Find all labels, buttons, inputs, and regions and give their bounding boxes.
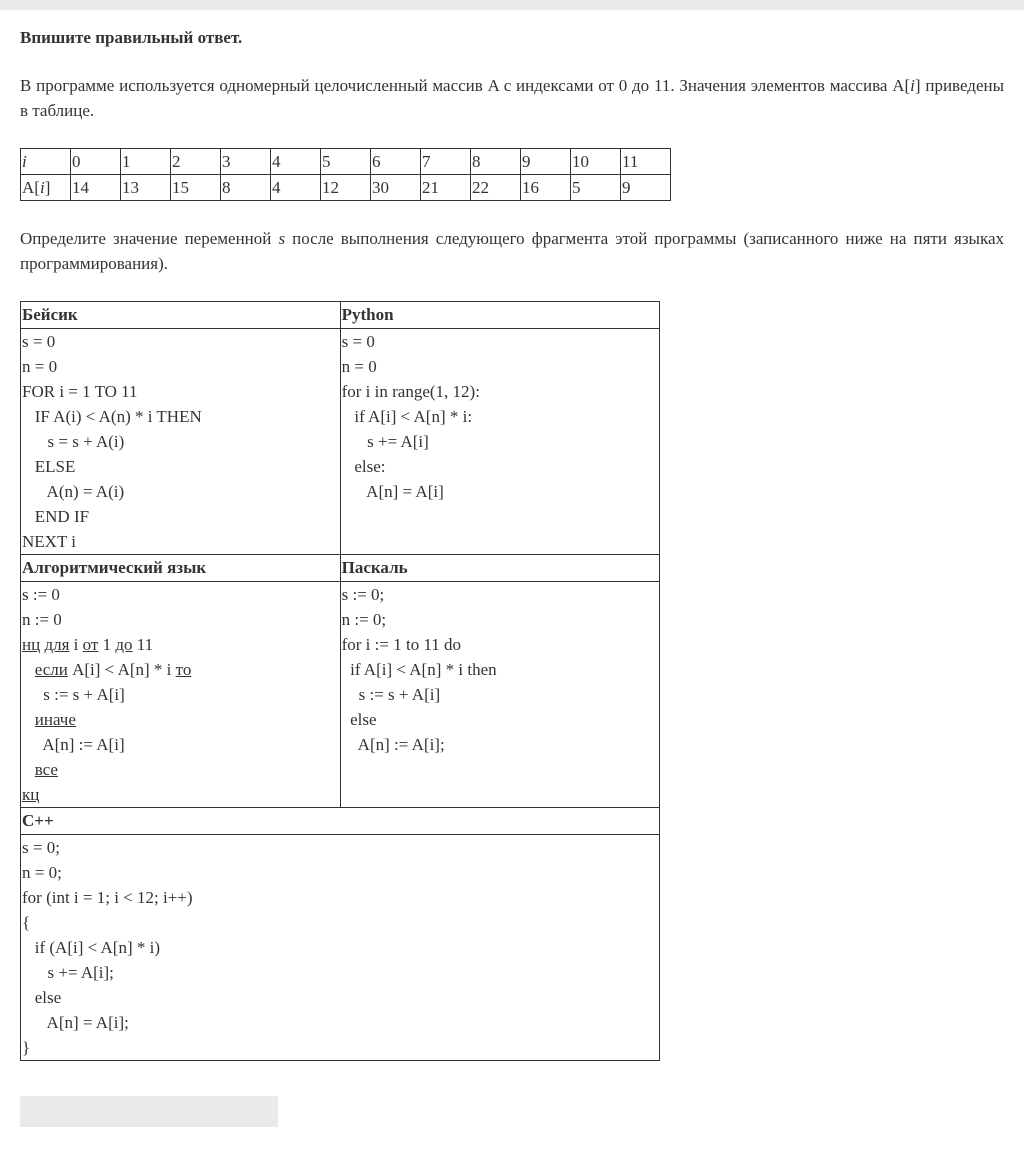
code-line: s = s + A(i) (22, 432, 125, 451)
code-line: { (22, 913, 31, 932)
value-cell: 14 (71, 175, 121, 201)
top-bar (0, 0, 1024, 10)
code-line: if (A[i] < A[n] * i) (22, 938, 161, 957)
code-line: if A[i] < A[n] * i then (341, 660, 497, 679)
keyword: кц (22, 785, 40, 804)
index-row-label: i (21, 149, 71, 175)
value-cell: 8 (221, 175, 271, 201)
programs-header-row (21, 555, 660, 582)
value-row-label (21, 175, 71, 201)
basic-title: Бейсик (21, 302, 341, 329)
task-content (20, 28, 1004, 1061)
code-line: s := 0; (341, 585, 385, 604)
code-text: A[i] < A[n] * i (67, 660, 176, 679)
index-row (21, 149, 671, 175)
code-line: n := 0; (341, 610, 387, 629)
programs-code-row (21, 582, 660, 808)
keyword: для (44, 635, 70, 654)
intro-paragraph (20, 73, 1004, 123)
code-line: s := s + A[i] (341, 685, 441, 704)
code-line: s += A[i] (341, 432, 429, 451)
code-line: for i in range(1, 12): (341, 382, 480, 401)
question-var: s (278, 229, 286, 248)
programs-header-row (21, 808, 660, 835)
code-line: NEXT i (22, 532, 76, 551)
code-line: END IF (22, 507, 90, 526)
instruction-text: Впишите правильный ответ. (20, 28, 243, 47)
code-text: s := s + A[i] (43, 685, 125, 704)
code-line: n = 0; (22, 863, 62, 882)
index-cell: 4 (271, 149, 321, 175)
code-line (22, 682, 340, 707)
value-cell: 12 (321, 175, 371, 201)
code-line: else (341, 710, 377, 729)
index-cell: 7 (421, 149, 471, 175)
index-cell: 11 (621, 149, 671, 175)
question-text-end: после выполнения следующего фрагмента этой программы (записанного ниже на пяти языках программирования). (20, 229, 1005, 273)
code-line: A(n) = A(i) (22, 482, 125, 501)
code-line: if A[i] < A[n] * i: (341, 407, 473, 426)
value-cell: 21 (421, 175, 471, 201)
keyword: нц (22, 635, 41, 654)
cpp-code (21, 835, 660, 1061)
code-line: n := 0 (22, 610, 62, 629)
intro-text: В программе используется одномерный целочисленный массив A с индексами от 0 до 11. Значения элементов массива A[ (20, 76, 911, 95)
question-paragraph (20, 226, 1004, 276)
index-cell: 8 (471, 149, 521, 175)
python-code (340, 329, 659, 555)
value-cell: 4 (271, 175, 321, 201)
code-line: n = 0 (22, 357, 58, 376)
code-text: 1 (98, 635, 116, 654)
code-text: i (69, 635, 83, 654)
code-line: FOR i = 1 TO 11 (22, 382, 138, 401)
keyword: все (34, 760, 58, 779)
pascal-title: Паскаль (340, 555, 659, 582)
value-cell: 9 (621, 175, 671, 201)
code-line: for i := 1 to 11 do (341, 635, 462, 654)
programs-header-row (21, 302, 660, 329)
programs-table (20, 301, 660, 1061)
index-cell: 9 (521, 149, 571, 175)
index-cell: 2 (171, 149, 221, 175)
keyword: если (34, 660, 68, 679)
value-cell: 13 (121, 175, 171, 201)
value-label-pre: A[ (22, 177, 40, 197)
code-line: ELSE (22, 457, 76, 476)
index-cell: 0 (71, 149, 121, 175)
index-cell: 6 (371, 149, 421, 175)
pascal-code (340, 582, 659, 808)
code-line: s = 0; (22, 838, 60, 857)
value-cell: 30 (371, 175, 421, 201)
index-cell: 3 (221, 149, 271, 175)
code-text: 11 (132, 635, 154, 654)
value-cell: 15 (171, 175, 221, 201)
code-line: IF A(i) < A(n) * i THEN (22, 407, 202, 426)
value-cell: 22 (471, 175, 521, 201)
code-line: else (22, 988, 62, 1007)
array-table (20, 148, 671, 201)
algo-code (21, 582, 341, 808)
code-line (22, 707, 340, 732)
code-line: for (int i = 1; i < 12; i++) (22, 888, 193, 907)
index-cell: 5 (321, 149, 371, 175)
code-line: s = 0 (341, 332, 375, 351)
code-line: } (22, 1038, 31, 1057)
answer-input[interactable] (20, 1096, 278, 1127)
value-label-post: ] (44, 177, 51, 197)
basic-code (21, 329, 341, 555)
keyword: иначе (34, 710, 76, 729)
code-line: n = 0 (341, 357, 377, 376)
intro-index-var: i (910, 76, 915, 95)
value-cell: 16 (521, 175, 571, 201)
algo-title: Алгоритмический язык (21, 555, 341, 582)
code-line: else: (341, 457, 386, 476)
keyword: то (175, 660, 192, 679)
value-row (21, 175, 671, 201)
code-line: A[n] = A[i]; (22, 1013, 129, 1032)
code-line: A[n] = A[i] (341, 482, 444, 501)
programs-code-row (21, 835, 660, 1061)
code-line (22, 632, 340, 657)
index-cell: 1 (121, 149, 171, 175)
code-line (22, 732, 340, 757)
code-line: s := 0 (22, 585, 60, 604)
code-line (22, 782, 340, 807)
code-line (22, 757, 340, 782)
programs-code-row (21, 329, 660, 555)
code-line: s = 0 (22, 332, 56, 351)
cpp-title: С++ (21, 808, 660, 835)
index-cell: 10 (571, 149, 621, 175)
code-text: A[n] := A[i] (42, 735, 125, 754)
value-cell: 5 (571, 175, 621, 201)
question-text: Определите значение переменной (20, 229, 279, 248)
value-label-var: i (39, 177, 45, 197)
code-line: A[n] := A[i]; (341, 735, 445, 754)
intro-text-end: ] приведены в таблице. (20, 76, 1005, 120)
keyword: от (82, 635, 99, 654)
code-line: s += A[i]; (22, 963, 114, 982)
keyword: до (115, 635, 133, 654)
python-title: Python (340, 302, 659, 329)
code-line (22, 657, 340, 682)
